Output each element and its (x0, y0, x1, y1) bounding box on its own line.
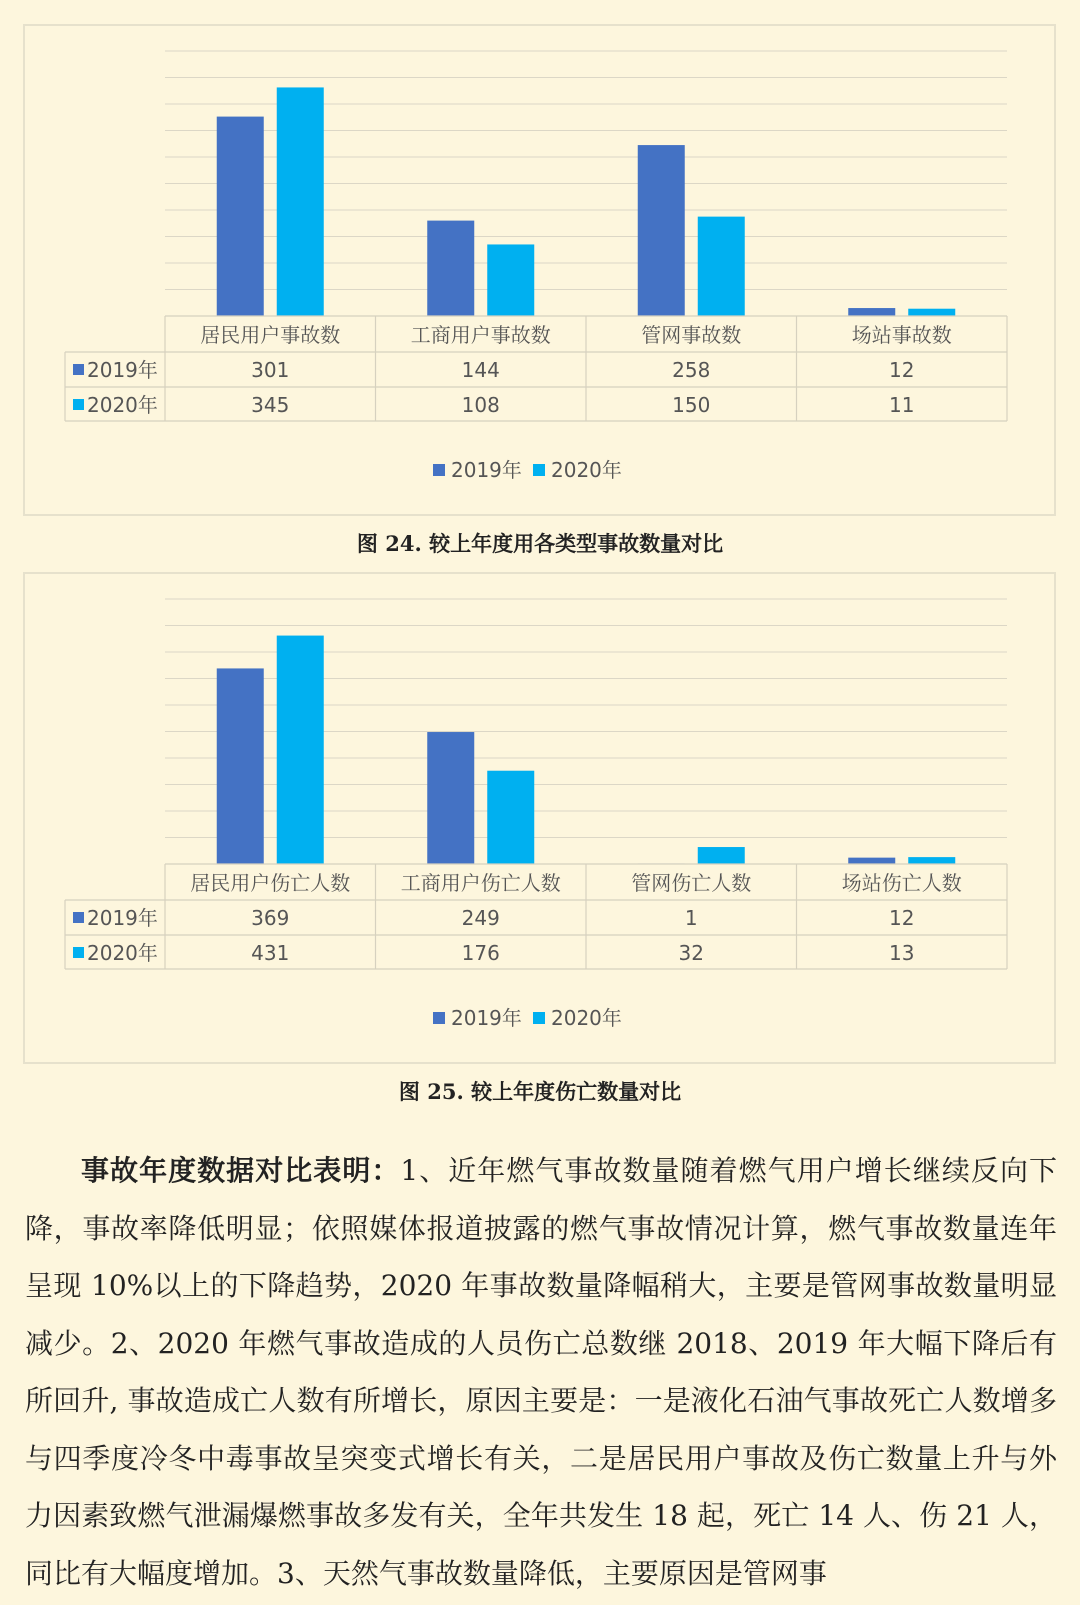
body-paragraph (25, 1142, 1057, 1602)
category-label: 场站事故数 (851, 323, 952, 347)
bar-2020年-2 (487, 771, 534, 864)
legend-key-2019年 (73, 364, 84, 375)
data-label: 258 (672, 358, 711, 382)
legend-key-2019年 (73, 912, 84, 923)
data-label: 13 (889, 941, 915, 965)
figure-24-caption: 图 24. 较上年度用各类型事故数量对比 (356, 531, 724, 556)
data-label: 12 (889, 906, 915, 930)
category-label: 管网伤亡人数 (631, 871, 752, 895)
legend-label: 2019年 (451, 1006, 522, 1030)
chart-figure-25 (23, 572, 1056, 1064)
series-label: 2020年 (87, 393, 158, 417)
legend-swatch-2019年 (433, 464, 445, 476)
bar-2019年-1 (217, 117, 264, 316)
category-label: 场站伤亡人数 (841, 871, 962, 895)
bar-2019年-1 (217, 668, 264, 864)
series-label: 2019年 (87, 906, 158, 930)
series-label: 2020年 (87, 941, 158, 965)
data-label: 150 (672, 393, 711, 417)
bar-2020年-4 (908, 857, 955, 864)
series-label: 2019年 (87, 358, 158, 382)
data-label: 1 (684, 906, 698, 930)
data-label: 345 (251, 393, 290, 417)
legend-label: 2019年 (451, 458, 522, 482)
bar-2019年-4 (848, 308, 895, 316)
category-label: 工商用户伤亡人数 (400, 871, 561, 895)
legend-swatch-2019年 (433, 1012, 445, 1024)
bar-2019年-3 (638, 145, 685, 316)
legend-label: 2020年 (551, 458, 622, 482)
bar-2020年-3 (698, 847, 745, 864)
data-label: 32 (678, 941, 704, 965)
data-label: 108 (461, 393, 500, 417)
legend-swatch-2020年 (533, 1012, 545, 1024)
data-label: 431 (251, 941, 290, 965)
data-label: 176 (461, 941, 500, 965)
category-label: 居民用户伤亡人数 (190, 871, 351, 895)
bar-2020年-3 (698, 217, 745, 316)
chart-25-svg (25, 574, 1058, 1066)
legend-label: 2020年 (551, 1006, 622, 1030)
legend-swatch-2020年 (533, 464, 545, 476)
bar-2019年-2 (427, 732, 474, 864)
chart-24-svg (25, 26, 1058, 518)
category-label: 工商用户事故数 (410, 323, 551, 347)
paragraph-lead: 事故年度数据对比表明： (81, 1154, 401, 1187)
category-label: 居民用户事故数 (200, 323, 341, 347)
bar-2019年-2 (427, 221, 474, 316)
bar-2019年-4 (848, 858, 895, 864)
bar-2020年-1 (277, 87, 324, 316)
bar-2020年-1 (277, 636, 324, 864)
category-label: 管网事故数 (641, 323, 742, 347)
figure-25-caption: 图 25. 较上年度伤亡数量对比 (398, 1079, 682, 1104)
data-label: 249 (461, 906, 500, 930)
data-label: 11 (889, 393, 915, 417)
data-label: 12 (889, 358, 915, 382)
data-label: 301 (251, 358, 290, 382)
chart-figure-24 (23, 24, 1056, 516)
legend-key-2020年 (73, 947, 84, 958)
bar-2020年-4 (908, 309, 955, 316)
paragraph-text: 1、近年燃气事故数量随着燃气用户增长继续反向下降，事故率降低明显；依照媒体报道披露的燃气事故情况计算，燃气事故数量连年呈现 10%以上的下降趋势，2020 年事故数量降幅稍大，主要是管网事故数量明显减少。2、2020 年燃气事故造成的人员伤亡总数继 2018、2019 年大幅下降后有所回升, 事故造成亡人数有所增长，原因主要是：一是液化石油气事故死亡人数增多与四季度冷冬中毒事故呈突变式增长有关，二是居民用户事故及伤亡数量上升与外力因素致燃气泄漏爆燃事故多发有关，全年共发生 18 起，死亡 14 人、伤 21 人，同比有大幅度增加。3、天然气事故数量降低，主要原因是管网事 (25, 1154, 1057, 1590)
bar-2020年-2 (487, 244, 534, 316)
data-label: 144 (461, 358, 500, 382)
legend-key-2020年 (73, 399, 84, 410)
data-label: 369 (251, 906, 290, 930)
